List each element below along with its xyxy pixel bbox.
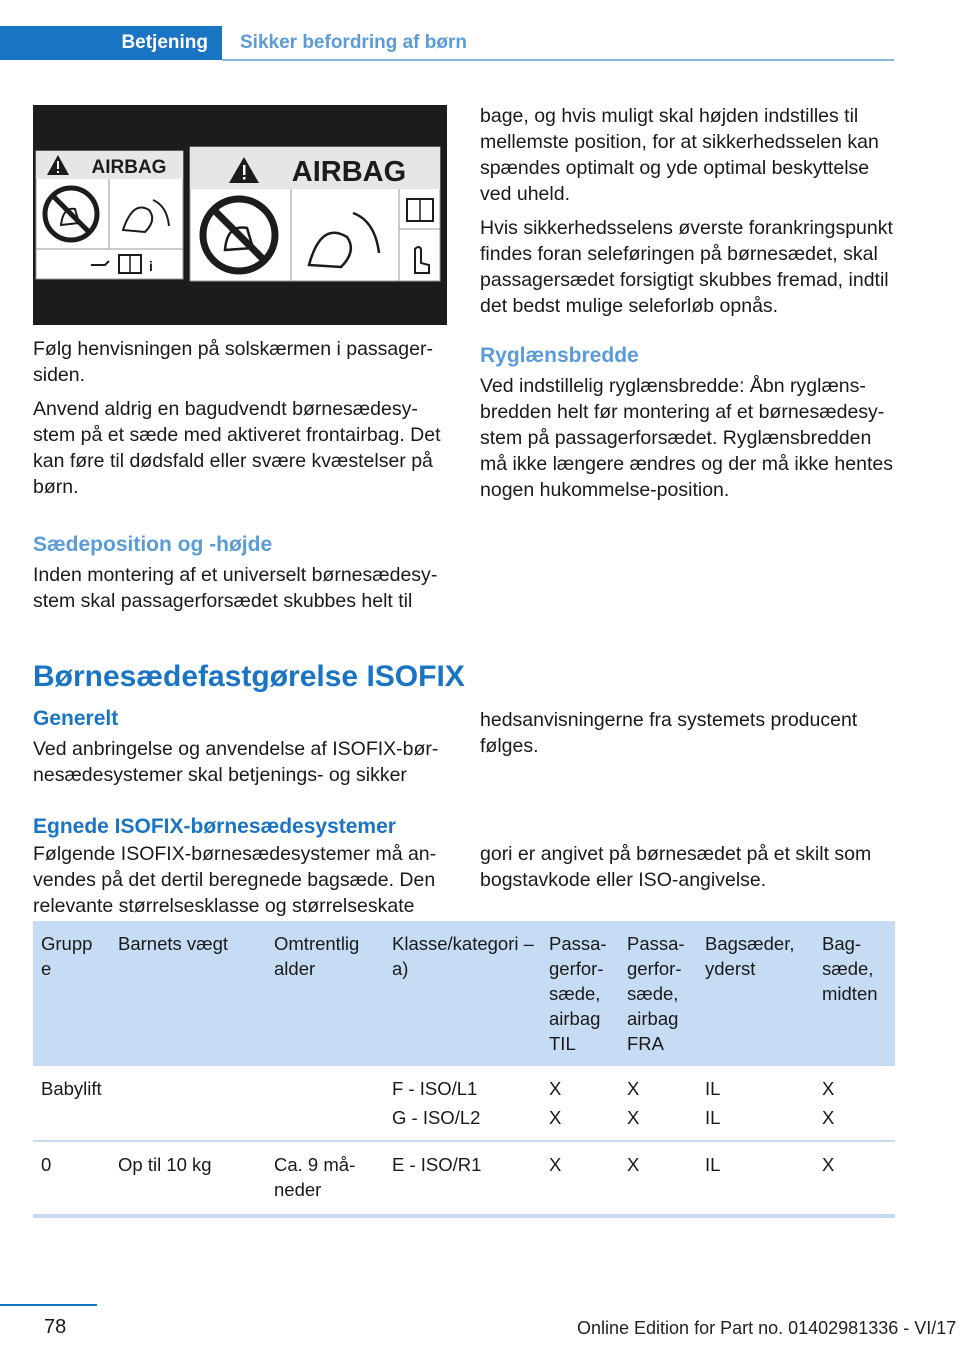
cell-airbag-off: X [619,1141,697,1216]
cell-middle-2: X [822,1107,835,1128]
header-rear-outer: Bagsæder, yderst [697,921,814,1066]
cell-class: E - ISO/R1 [384,1141,541,1216]
suitable-text: Følgende ISOFIX-børnesædesystemer må anvendes på det dertil beregnede bagsæde. Den relevante størrelsesklasse og størrelseskate [33,843,437,917]
cell-off-2: X [627,1107,640,1128]
tab-section-label: Betjening [121,32,208,53]
cell-airbag-off [619,1066,697,1141]
suitable-section [33,814,895,840]
cell-airbag-on [541,1066,619,1141]
cell-outer-2: IL [705,1107,721,1128]
belt-anchor-text: Hvis sikkerhedsselens øverste forankringspunkt findes foran seleføringen på børnesædet, skal passagersædet forsigtigt skubbes fremad, indtil det bedst mulige seleforløb opnås. [480,217,893,317]
header-airbag-off: Passagerforsæde, airbag FRA [619,921,697,1066]
seat-position-section [33,532,448,614]
cell-rear-middle: X [814,1141,895,1216]
general-heading: Generelt [33,707,119,730]
general-text-continued: hedsanvisningerne fra systemets producent følges. [480,709,858,757]
airbag-warning-labels [33,105,447,325]
seat-position-text: Inden montering af et universelt børnesædesystem skal passagerforsædet skubbes helt til [33,564,438,612]
suitable-text-continued: gori er angivet på børnesædet på et skilt som bogstavkode eller ISO-angivelse. [480,843,872,891]
footer-rule [0,1304,97,1306]
backrest-width-text: Ved indstillelig ryglænsbredde: Åbn ryglænsbredden helt før montering af et børnesædesystem på passagerforsædet. Ryglænsbredden må ikke længere ændres og der må ikke hentes nogen hukommelse-position. [480,375,893,501]
airbag-warning-figure [33,105,447,325]
header-rear-middle: Bagsæde, midten [814,921,895,1066]
cell-on-2: X [549,1107,562,1128]
large-airbag-label [190,147,440,281]
edition-note: Online Edition for Part no. 01402981336 - VI/17 [577,1318,957,1338]
tab-chapter-label: Sikker befordring af børn [240,32,467,53]
suitable-heading: Egnede ISOFIX-børnesædesystemer [33,815,396,838]
cell-middle-1: X [822,1078,835,1099]
cell-airbag-on: X [541,1141,619,1216]
seat-position-heading: Sædeposition og -højde [33,533,273,556]
cell-rear-middle [814,1066,895,1141]
header-tabs [0,26,894,62]
suitable-right [480,841,895,893]
large-airbag-title: AIRBAG [291,156,407,188]
header-group: Grupp e [33,921,110,1066]
general-section [33,706,448,788]
cell-group: Babylift [33,1066,110,1141]
cell-weight: Op til 10 kg [110,1141,266,1216]
cell-off-1: X [627,1078,640,1099]
header-age: Omtrentlig alder [266,921,384,1066]
isofix-table [33,921,895,1218]
right-column-upper [480,103,895,503]
backrest-width-heading: Ryglænsbredde [480,344,639,367]
cell-group: 0 [33,1141,110,1216]
small-airbag-label [36,151,183,279]
header-rule [222,59,894,61]
seat-position-continued: bage, og hvis muligt skal højden indstilles til mellemste position, for at sikkerhedsselen kan spændes optimalt og yde optimal beskyttelse ved uheld. [480,105,879,205]
warning-text: Anvend aldrig en bagudvendt børnesædesystem på et sæde med aktiveret frontairbag. Det kan føre til dødsfald eller svære kvæstelser på børn. [33,398,441,498]
isofix-title: Børnesædefastgørelse ISOFIX [33,660,465,693]
cell-on-1: X [549,1078,562,1099]
header-weight: Barnets vægt [110,921,266,1066]
cell-class-2: G - ISO/L2 [392,1107,481,1128]
small-airbag-title: AIRBAG [91,157,167,178]
tab-section[interactable] [0,26,222,60]
cell-class-1: F - ISO/L1 [392,1078,478,1099]
table-row [33,1141,895,1216]
table-row [33,1066,895,1141]
header-airbag-on: Passagerforsæde, airbag TIL [541,921,619,1066]
cell-age [266,1066,384,1141]
left-column-upper [33,336,448,500]
sunvisor-note: Følg henvisningen på solskærmen i passagersiden. [33,338,433,386]
svg-text:i: i [149,258,153,274]
page-number: 78 [44,1316,67,1338]
general-text: Ved anbringelse og anvendelse af ISOFIX-børnesædesystemer skal betjenings- og sikker [33,738,439,786]
cell-weight [110,1066,266,1141]
cell-rear-outer: IL [697,1141,814,1216]
cell-class [384,1066,541,1141]
header-class: Klasse/kategori – a) [384,921,541,1066]
table-header-row [33,921,895,1066]
suitable-left [33,841,448,919]
cell-age: Ca. 9 måneder [266,1141,384,1216]
cell-outer-1: IL [705,1078,721,1099]
tab-chapter[interactable] [240,26,467,60]
general-continued [480,707,895,759]
cell-rear-outer [697,1066,814,1141]
